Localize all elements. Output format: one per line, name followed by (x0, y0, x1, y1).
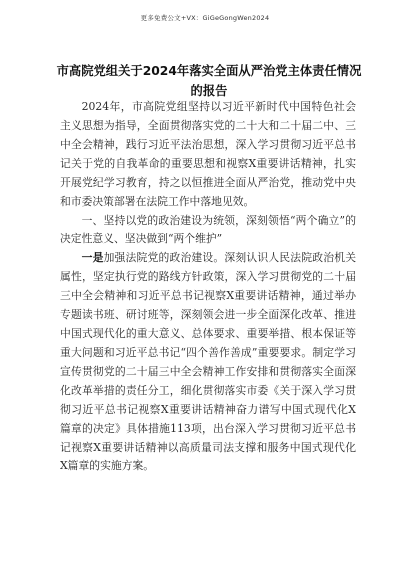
section-heading-1: 一、坚持以党的政治建设为统领，深刻领悟“两个确立”的决定性意义、坚决做到“两个维护” (60, 213, 356, 246)
point-one-paragraph (60, 249, 356, 476)
document-body (60, 98, 356, 476)
intro-paragraph: 2024年，市高院党组坚持以习近平新时代中国特色社会主义思想为指导，全面贯彻落实党的二十大和二十届二中、三中全会精神，践行习近平法治思想，深入学习贯彻习近平总书记关于党的自我革命的重要思想和视察X重要讲话精神，扎实开展党纪学习教育，持之以恒推进全面从严治党，推动党中央和市委决策部署在法院工作中落地见效。 (60, 100, 356, 208)
header-note: 更多免费公文+VX：GiGeGongWen2024 (140, 14, 270, 22)
point-one-lead: 一是 (81, 251, 104, 265)
document-title: 市高院党组关于2024年落实全面从严治党主体责任情况的报告 (56, 64, 362, 98)
point-one-text: 加强法院党的政治建设。深刻认识人民法院政治机关属性，坚定执行党的路线方针政策，深入学习贯彻党的二十届三中全会精神和习近平总书记视察X重要讲话精神，通过举办专题读书班、研讨班等，深刻领会进一步全面深化改革、推进中国式现代化的重大意义、总体要求、重要举措、根本保证等重大问题和习近平总书记“四个善作善成”重要要求。制定学习宣传贯彻党的二十届三中全会精神工作安排和贯彻落实全面深化改革举措的责任分工，细化贯彻落实市委《关于深入学习贯彻习近平总书记视察X重要讲话精神奋力谱写中国式现代化X篇章的决定》具体措施113项，出台深入学习贯彻习近平总书记视察X重要讲话精神以高质量司法支撑和服务中国式现代化X篇章的实施方案。 (60, 251, 356, 473)
